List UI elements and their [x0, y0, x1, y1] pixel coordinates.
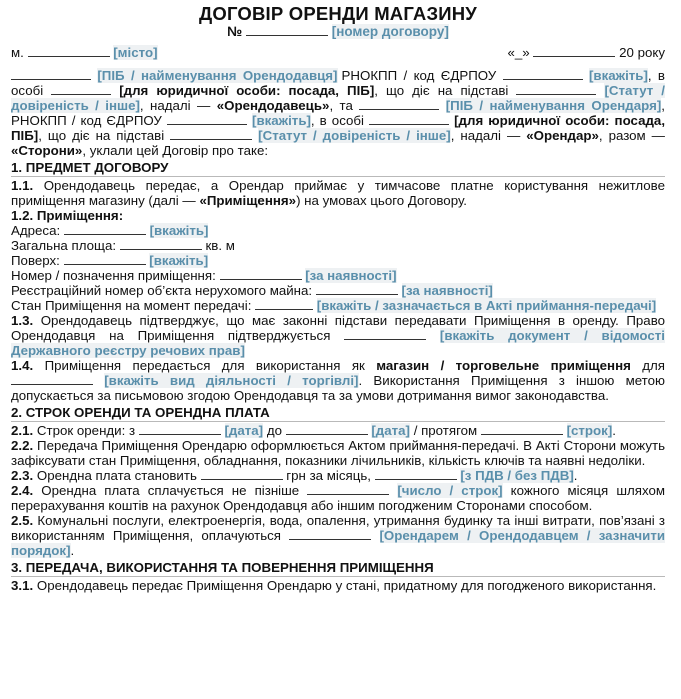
- tenant-code-blank[interactable]: [167, 113, 247, 125]
- clause-text: . Використання Приміщення з іншою метою: [358, 373, 665, 388]
- payment-term-hint: [число / строк]: [397, 483, 503, 498]
- parties-role: «Сторони»: [11, 143, 83, 158]
- clause-text: для: [642, 358, 665, 373]
- in-person-label: , в особі: [11, 68, 665, 98]
- clause-text: Право Орендодавця на Приміщення підтверджується: [11, 313, 666, 343]
- clause-number: 2.2.: [11, 438, 34, 453]
- end-date-blank[interactable]: [286, 423, 368, 435]
- if-any-hint-2: [за наявності]: [401, 283, 493, 298]
- condition-blank[interactable]: [255, 298, 313, 310]
- landlord-name-hint: [ПІБ / найменування Орендодавця]: [97, 68, 338, 83]
- clause-text: нежитлове приміщення магазину (далі —: [11, 178, 665, 208]
- floor-blank[interactable]: [64, 253, 146, 265]
- payment-day-blank[interactable]: [307, 483, 389, 495]
- clause-1-3: [11, 313, 665, 358]
- clause-text: Орендодавець підтверджує, що має законні підстави передавати Приміщення в оренду.: [40, 313, 619, 328]
- as-follows-label: таке:: [237, 143, 269, 158]
- clause-text: допускається за письмовою згодою Орендодавця та за умови дотримання вимог: [11, 388, 512, 403]
- address-hint: [вкажіть]: [149, 223, 209, 238]
- tenant-name-blank[interactable]: [359, 98, 439, 110]
- clause-number: 1.3.: [11, 313, 34, 328]
- area-unit: кв. м: [205, 238, 235, 253]
- clause-text: шляхом перерахування коштів на рахунок Орендодавця або іншим погодженим Сторонами: [11, 483, 666, 513]
- clause-text: Комунальні послуги, електроенергія, вода, опалення, утримання будинку та інші витрати,: [37, 513, 595, 528]
- specify-hint: [вкажіть]: [588, 68, 648, 83]
- city-prefix: м.: [11, 45, 24, 60]
- landlord-role: «Орендодавець»: [216, 98, 330, 113]
- date-block: [508, 45, 665, 60]
- clause-2-3: 2.3. Орендна плата становить грн за місяць, [з ПДВ / без ПДВ].: [11, 468, 578, 483]
- clause-2-2: [11, 438, 665, 468]
- clause-text: Орендодавець передає, а Орендар приймає у тимчасове платне користування: [43, 178, 589, 193]
- if-any-hint: [за наявності]: [305, 268, 397, 283]
- date-blank[interactable]: [533, 45, 615, 57]
- ownership-hint-b: відомості Державного реєстру речових прав]: [11, 328, 665, 358]
- number-label: №: [227, 24, 243, 39]
- vat-blank[interactable]: [375, 468, 457, 480]
- start-date-blank[interactable]: [139, 423, 221, 435]
- vat-hint: [з ПДВ / без ПДВ]: [460, 468, 574, 483]
- specify-hint-2: [вкажіть]: [252, 113, 311, 128]
- registry-number-line: [11, 283, 665, 298]
- city-date-line: [11, 45, 665, 60]
- purpose-term: магазин / торговельне приміщення: [376, 358, 631, 373]
- area-blank[interactable]: [120, 238, 202, 250]
- clause-text: Орендна плата сплачується не пізніше: [41, 483, 300, 498]
- rnokpp-label-2: РНОКПП / код ЄДРПОУ: [11, 113, 162, 128]
- landlord-code-blank[interactable]: [503, 68, 583, 80]
- legal-person-label: [для юридичної особи: посада, ПІБ]: [119, 83, 375, 98]
- address-blank[interactable]: [64, 223, 146, 235]
- clause-text: ) на умовах цього Договору.: [296, 193, 467, 208]
- clause-number: 2.4.: [11, 483, 34, 498]
- section-1-heading: 1. ПРЕДМЕТ ДОГОВОРУ: [11, 160, 665, 177]
- clause-number: 2.1.: [11, 423, 34, 438]
- condition-hint: [317, 298, 656, 313]
- number-hint: [номер договору]: [331, 24, 449, 39]
- landlord-rep-blank[interactable]: [51, 83, 111, 95]
- clause-text: Передача Приміщення Орендарю оформлюється Актом приймання-передачі. В Акті: [37, 438, 560, 453]
- clause-1-2: [11, 208, 665, 313]
- document-title: ДОГОВІР ОРЕНДИ МАГАЗИНУ: [198, 3, 478, 24]
- address-line: [11, 223, 665, 238]
- clause-2-4: [11, 483, 665, 513]
- ownership-doc-blank[interactable]: [344, 328, 426, 340]
- tenant-name-hint: [ПІБ / найменування Орендаря]: [445, 98, 662, 113]
- concluded-label: , уклали цей Договір про: [82, 143, 234, 158]
- registry-number-blank[interactable]: [316, 283, 398, 295]
- condition-hint-a: [вкажіть / зазначається в Акті: [316, 298, 513, 313]
- clause-2-1: 2.1. Строк оренди: з [дата] до [дата] / протягом [строк].: [11, 423, 616, 438]
- number-blank[interactable]: [246, 24, 328, 36]
- clause-text: пов’язані з використанням Приміщення, оплачуються: [11, 513, 666, 543]
- clause-text: використання.: [568, 578, 657, 593]
- clause-text: законодавства.: [514, 388, 609, 403]
- clause-1-4: [11, 358, 665, 403]
- contract-number-line: [11, 24, 665, 39]
- date-prefix: «_»: [507, 45, 530, 60]
- year-suffix: 20 року: [619, 45, 665, 60]
- premises-number-line: [11, 268, 665, 283]
- payer-hint-b: Орендодавцем / зазначити порядок]: [11, 528, 665, 558]
- landlord-name-blank[interactable]: [11, 68, 91, 80]
- clause-number: 1.1.: [11, 178, 34, 193]
- premises-number-label: Номер / позначення приміщення:: [11, 268, 216, 283]
- acting-basis-label-2: , що діє на підставі: [38, 128, 165, 143]
- section-2-heading: 2. СТРОК ОРЕНДИ ТА ОРЕНДНА ПЛАТА: [11, 405, 665, 422]
- clause-text: грн за місяць,: [286, 468, 371, 483]
- clause-number: 2.3.: [11, 468, 34, 483]
- clause-text: Строк оренди: з: [36, 423, 136, 438]
- acting-basis-label: , що діє на підставі: [374, 83, 509, 98]
- city-blank[interactable]: [28, 45, 110, 57]
- premises-term: «Приміщення»: [199, 193, 297, 208]
- rent-amount-blank[interactable]: [201, 468, 283, 480]
- payer-hint-a: [Орендарем /: [379, 528, 471, 543]
- clause-text: Сторони можуть зафіксувати стан Приміщення, обладнання, показники лічильників, кількість: [11, 438, 666, 468]
- clause-2-5: 2.5. Комунальні послуги, електроенергія, вода, опалення, утримання будинку та інші витрати, пов’язані з використанням Приміщення, оплачуються [Орендарем / Орендодавцем / зазначити порядок].: [11, 513, 666, 558]
- basis-hint: [Статут / довіреність / інше]: [11, 83, 666, 113]
- section-3-heading: 3. ПЕРЕДАЧА, ВИКОРИСТАННЯ ТА ПОВЕРНЕННЯ ПРИМІЩЕННЯ: [11, 560, 665, 577]
- together-label: , разом —: [598, 128, 665, 143]
- ownership-hint-a: [вкажіть документ /: [439, 328, 588, 343]
- clause-text: Орендодавець передає Приміщення Орендарю у стані, придатному для погодженого: [36, 578, 565, 593]
- clause-text: Орендна плата становить: [36, 468, 197, 483]
- clause-number: 1.4.: [11, 358, 34, 373]
- term-blank[interactable]: [481, 423, 563, 435]
- address-label: Адреса:: [11, 223, 61, 238]
- tenant-basis-blank[interactable]: [170, 128, 252, 140]
- tenant-role: «Орендар»: [526, 128, 599, 143]
- premises-number-blank[interactable]: [220, 268, 302, 280]
- term-hint: [строк]: [566, 423, 613, 438]
- activity-blank[interactable]: [11, 373, 93, 385]
- clause-number: 2.5.: [11, 513, 34, 528]
- clause-number: 3.1.: [11, 578, 34, 593]
- clause-text: Приміщення передається для використання як: [44, 358, 365, 373]
- utilities-payer-blank[interactable]: [289, 528, 371, 540]
- landlord-basis-blank[interactable]: [516, 83, 596, 95]
- clause-text: кожного місяця: [510, 483, 609, 498]
- area-label: Загальна площа:: [11, 238, 117, 253]
- rnokpp-label: РНОКПП / код ЄДРПОУ: [341, 68, 497, 83]
- activity-hint: [вкажіть вид діяльності / торгівлі]: [104, 373, 359, 388]
- parties-paragraph: [ПІБ / найменування Орендодавця] РНОКПП / код ЄДРПОУ [вкажіть], в особі [для юридичної особи: посада, ПІБ], що діє на підставі [Статут / довіреність / інше], надалі — «Орендодавець», та [ПІБ / найменування Орендаря], РНОКПП / код ЄДРПОУ [вкажіть], в особі [для юридичної особи: посада, ПІБ], що діє на підставі [Статут / довіреність / інше], надалі — «Орендар», разом — «Сторони», уклали цей Договір про таке:: [11, 68, 666, 158]
- and-label: , та: [329, 98, 353, 113]
- city-hint: [місто]: [113, 45, 158, 60]
- clause-text: способом.: [529, 498, 593, 513]
- date-hint-2: [дата]: [371, 423, 410, 438]
- condition-hint-b: приймання-передачі]: [516, 298, 657, 313]
- clause-text: / протягом: [413, 423, 478, 438]
- legal-person-label-2: [для юридичної особи: посада, ПІБ]: [11, 113, 666, 143]
- hereinafter-label-2: , надалі —: [450, 128, 521, 143]
- clause-1-1: [11, 178, 665, 208]
- city-block: [11, 45, 158, 60]
- date-hint: [дата]: [224, 423, 264, 438]
- condition-label: Стан Приміщення на момент передачі:: [11, 298, 252, 313]
- floor-line: [11, 253, 665, 268]
- area-line: [11, 238, 665, 253]
- floor-hint: [вкажіть]: [149, 253, 209, 268]
- clause-3-1: [11, 578, 665, 593]
- registry-number-label: Реєстраційний номер об’єкта нерухомого майна:: [11, 283, 313, 298]
- tenant-rep-blank[interactable]: [369, 113, 449, 125]
- basis-hint-2: [Статут / довіреність / інше]: [258, 128, 451, 143]
- condition-line: [11, 298, 665, 313]
- clause-text: до: [266, 423, 282, 438]
- in-person-label-2: , в особі: [310, 113, 364, 128]
- clause-1-2-heading: 1.2. Приміщення:: [11, 208, 124, 223]
- floor-label: Поверх:: [11, 253, 60, 268]
- clause-text: ключів та наявні недоліки.: [484, 453, 646, 468]
- hereinafter-label: , надалі —: [139, 98, 211, 113]
